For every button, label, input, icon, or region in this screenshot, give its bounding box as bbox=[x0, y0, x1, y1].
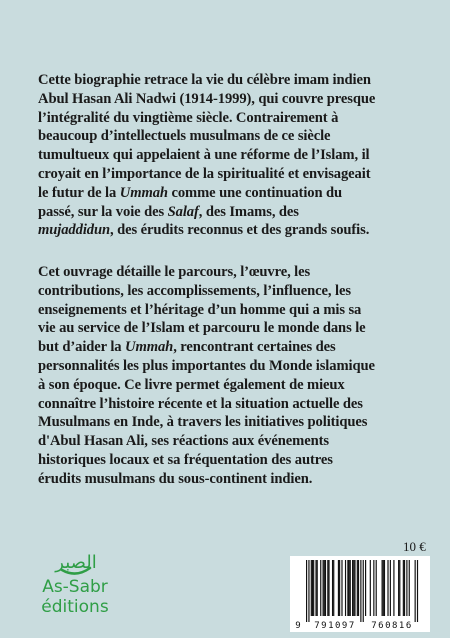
barcode-bar bbox=[358, 560, 359, 616]
barcode-bar bbox=[415, 560, 416, 622]
barcode-bar bbox=[338, 560, 339, 616]
text-line: l’intégralité du vingtième siècle. Contrairement à bbox=[38, 109, 339, 126]
text-line: historiques locaux et sa fréquentation des autres bbox=[38, 451, 333, 468]
text-line: érudits musulmans du sous-continent indien. bbox=[38, 470, 313, 487]
barcode-digits-right: 760816 bbox=[371, 621, 413, 631]
barcode-bar bbox=[382, 560, 383, 616]
barcode-bar bbox=[306, 560, 307, 622]
barcode-bar bbox=[313, 560, 314, 616]
barcode-bar bbox=[317, 560, 318, 616]
barcode-bar bbox=[339, 560, 340, 616]
barcode-bar bbox=[399, 560, 400, 616]
barcode-bar bbox=[320, 560, 321, 616]
barcode-bar bbox=[352, 560, 353, 616]
barcode-bar bbox=[332, 560, 333, 616]
barcode-bar bbox=[312, 560, 313, 616]
text-line: d'Abul Hasan Ali, ses réactions aux événements bbox=[38, 433, 329, 450]
text-line: le futur de la Ummah comme une continuation du bbox=[38, 184, 343, 201]
barcode-graphic bbox=[290, 556, 430, 632]
barcode-bar bbox=[323, 560, 324, 616]
barcode-bar bbox=[383, 560, 384, 616]
text-line: connaître l’histoire récente et la situation actuelle des bbox=[38, 395, 363, 412]
barcode-bar bbox=[403, 560, 404, 616]
text-line: à son époque. Ce livre permet également de mieux bbox=[38, 376, 345, 393]
barcode-bar bbox=[333, 560, 334, 616]
barcode-bar bbox=[354, 560, 355, 616]
barcode-bar bbox=[324, 560, 325, 616]
barcode-bar bbox=[370, 560, 371, 616]
barcode-bar bbox=[327, 560, 328, 616]
barcode-bar bbox=[398, 560, 399, 616]
text-line: mujaddidun, des érudits reconnus et des grands soufis. bbox=[38, 222, 370, 239]
barcode-bar bbox=[315, 560, 316, 616]
barcode-bar bbox=[353, 560, 354, 616]
text-line: personnalités les plus importantes du Monde islamique bbox=[38, 357, 375, 374]
barcode-bar bbox=[345, 560, 346, 616]
text-line: Abul Hasan Ali Nadwi (1914-1999), qui couvre presque bbox=[38, 90, 376, 107]
barcode-bar bbox=[325, 560, 326, 616]
text-line: but d’aider la Ummah, rencontrant certaines des bbox=[38, 339, 336, 356]
barcode-bar bbox=[384, 560, 385, 616]
publisher-subtitle: éditions bbox=[41, 597, 109, 617]
barcode-bar bbox=[390, 560, 391, 616]
barcode-bar bbox=[406, 560, 407, 616]
barcode-bar bbox=[376, 560, 377, 616]
barcode-bar bbox=[328, 560, 329, 616]
text-line: croyait en l’importance de la spiritualité et envisageait bbox=[38, 165, 371, 182]
svg-text:الصبر: الصبر bbox=[55, 552, 97, 573]
publisher-logo bbox=[40, 548, 110, 628]
text-line: enseignements et l’héritage d’un homme qui a mis sa bbox=[38, 301, 362, 318]
barcode-bar bbox=[373, 560, 374, 616]
barcode-bar bbox=[417, 560, 418, 622]
barcode-bar bbox=[347, 560, 348, 616]
barcode-bar bbox=[308, 560, 309, 622]
text-line: Musulmans en Inde, à travers les initiatives politiques bbox=[38, 414, 368, 431]
barcode-bar bbox=[350, 560, 351, 616]
barcode-bar bbox=[363, 560, 364, 622]
barcode-bar bbox=[357, 560, 358, 616]
barcode-bar bbox=[404, 560, 405, 616]
publisher-arabic-logotype bbox=[52, 548, 100, 578]
back-cover-paragraph-1 bbox=[38, 71, 420, 240]
text-line: contributions, les accomplissements, l’influence, les bbox=[38, 282, 351, 299]
barcode-bar bbox=[311, 560, 312, 616]
barcode-digits-left: 791097 bbox=[314, 621, 356, 631]
barcode-bar bbox=[409, 560, 410, 616]
text-line: Cet ouvrage détaille le parcours, l’œuvre, les bbox=[38, 264, 311, 280]
barcode-bar bbox=[348, 560, 349, 616]
text-line: vie au service de l’Islam et parcouru le monde dans le bbox=[38, 320, 366, 337]
barcode-bar bbox=[393, 560, 394, 616]
isbn-barcode bbox=[290, 556, 430, 632]
publisher-name: As-Sabr bbox=[42, 577, 108, 597]
text-line: Cette biographie retrace la vie du célèbre imam indien bbox=[38, 72, 371, 88]
barcode-digit-lead: 9 bbox=[295, 621, 301, 631]
text-line: passé, sur la voie des Salaf, des Imams, des bbox=[38, 203, 299, 220]
barcode-bar bbox=[341, 560, 342, 616]
price-label: 10 € bbox=[403, 539, 426, 554]
barcode-bar bbox=[387, 560, 388, 616]
barcode-bar bbox=[365, 560, 366, 616]
text-line: beaucoup d’intellectuels musulmans de ce siècle bbox=[38, 128, 331, 145]
back-cover-paragraph-2 bbox=[38, 263, 420, 489]
text-line: tumultueux qui appelaient à une réforme de l’Islam, il bbox=[38, 147, 370, 164]
barcode-bar bbox=[360, 560, 361, 622]
